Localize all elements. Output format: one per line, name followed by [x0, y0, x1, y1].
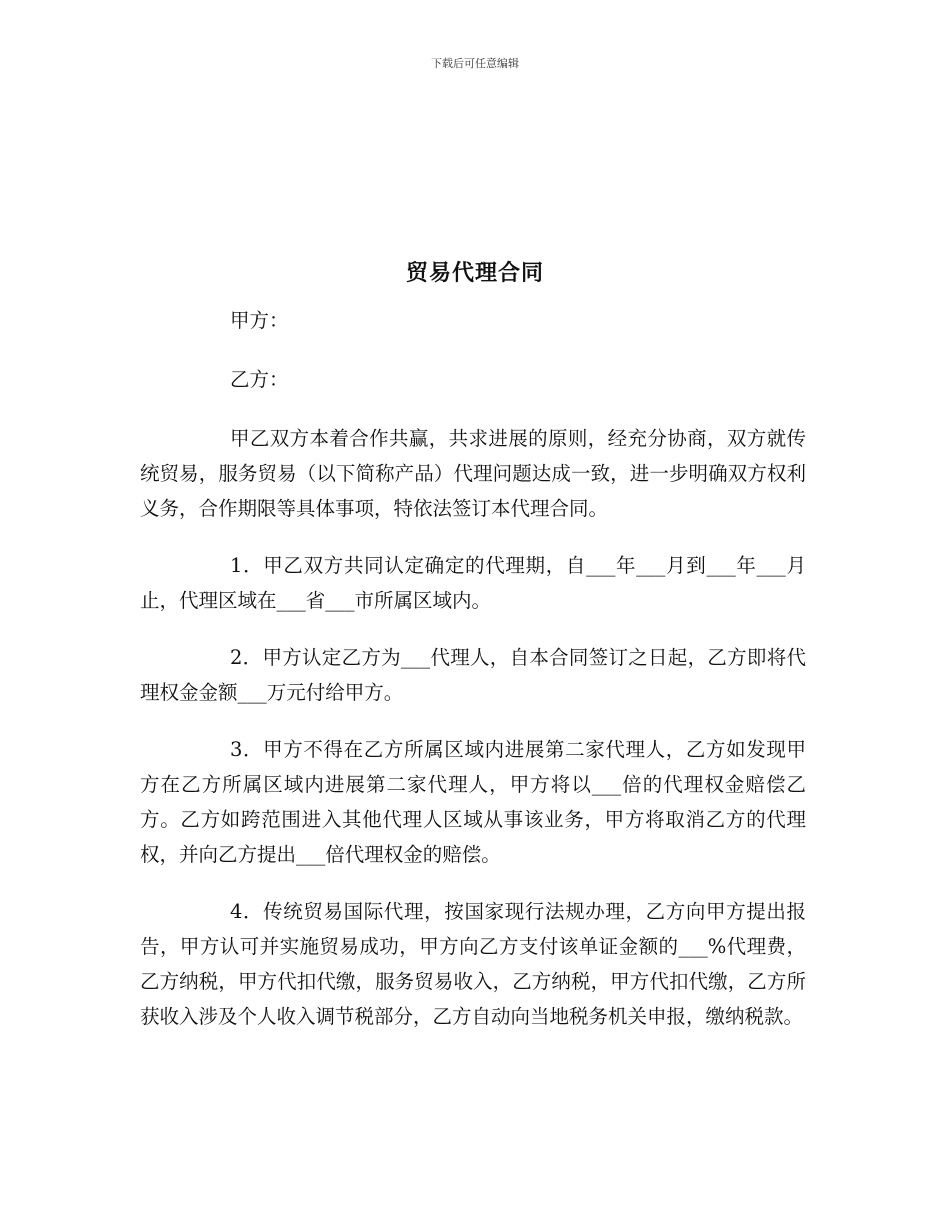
- header-note: 下载后可任意编辑: [431, 57, 519, 70]
- clause-4-paragraph: 4．传统贸易国际代理，按国家现行法规办理，乙方向甲方提出报告，甲方认可并实施贸易成功，甲方向乙方支付该单证金额的___%代理费，乙方纳税，甲方代扣代缴，服务贸易收入，乙方纳税，甲方代扣代缴，乙方所获收入涉及个人收入调节税部分，乙方自动向当地税务机关申报，缴纳税款。: [140, 900, 806, 1028]
- document-title: 贸易代理合同: [405, 260, 544, 286]
- party-a-label: 甲方：: [230, 309, 289, 332]
- clause-3-paragraph: 3．甲方不得在乙方所属区域内进展第二家代理人，乙方如发现甲方在乙方所属区域内进展第二家代理人，甲方将以___倍的代理权金赔偿乙方。乙方如跨范围进入其他代理人区域从事该业务，甲方将取消乙方的代理权，并向乙方提出___倍代理权金的赔偿。: [140, 738, 806, 866]
- preamble-paragraph: 甲乙双方本着合作共赢，共求进展的原则，经充分协商，双方就传统贸易，服务贸易（以下简称产品）代理问题达成一致，进一步明确双方权利义务，合作期限等具体事项，特依法签订本代理合同。: [140, 427, 806, 520]
- contract-body: [140, 303, 806, 1056]
- clause-2-paragraph: 2．甲方认定乙方为___代理人，自本合同签订之日起，乙方即将代理权金金额___万元付给甲方。: [140, 646, 806, 704]
- clause-1-paragraph: 1．甲乙双方共同认定确定的代理期，自___年___月到___年___月止，代理区域在___省___市所属区域内。: [140, 554, 806, 612]
- party-b-label: 乙方：: [230, 368, 289, 391]
